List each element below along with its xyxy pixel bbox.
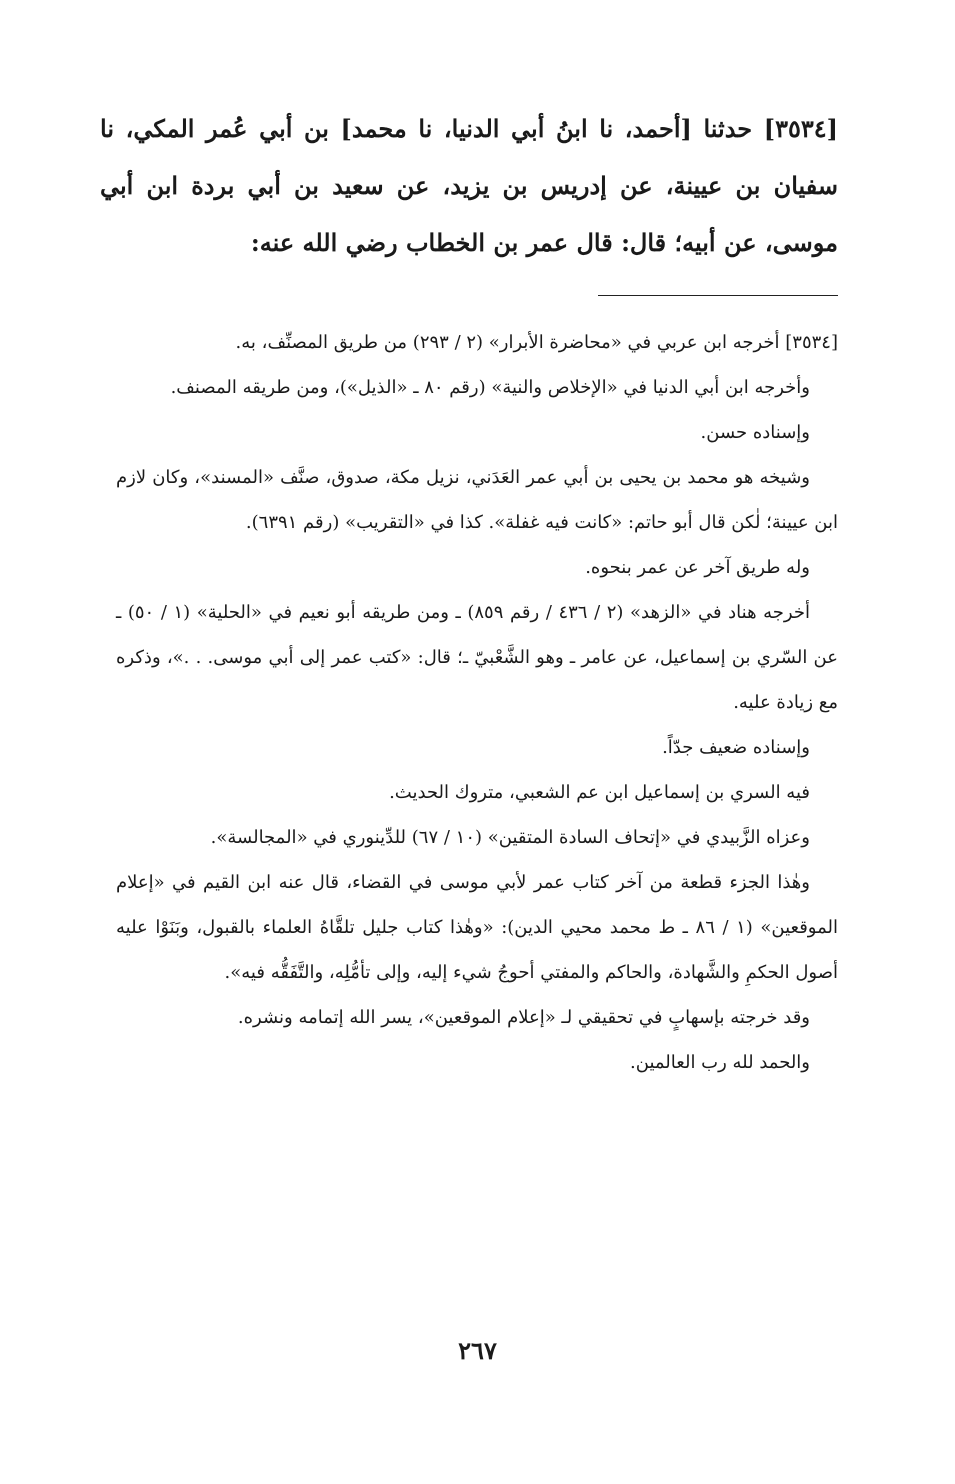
footnote-paragraph: وشيخه هو محمد بن يحيى بن أبي عمر العَدَني، نزيل مكة، صدوق، صنَّف «المسند»، وكان لازم ابن عيينة؛ لٰكن قال أبو حاتم: «كانت فيه غفلة». كذا في «التقريب» (رقم ٦٣٩١).	[116, 467, 838, 533]
footnote-separator	[598, 295, 838, 296]
main-text-block	[100, 100, 838, 271]
footnote-paragraph: فيه السري بن إسماعيل ابن عم الشعبي، متروك الحديث.	[389, 782, 810, 803]
footnote-paragraph: [٣٥٣٤] أخرجه ابن عربي في «محاضرة الأبرار» (٢ / ٢٩٣) من طريق المصنِّف، به.	[235, 332, 838, 353]
footnote-paragraph: وله طريق آخر عن عمر بنحوه.	[585, 557, 810, 578]
footnotes-block	[116, 320, 838, 1085]
footnote-paragraph: وأخرجه ابن أبي الدنيا في «الإخلاص والنية» (رقم ٨٠ ـ «الذيل»)، ومن طريقه المصنف.	[170, 377, 810, 398]
page-number: ٢٦٧	[458, 1336, 497, 1365]
footnote-paragraph: وإسناده ضعيف جدّاً.	[662, 737, 810, 758]
footnote-paragraph: والحمد لله رب العالمين.	[630, 1052, 810, 1073]
footnote-paragraph: وعزاه الزَّبيدي في «إتحاف السادة المتقين» (١٠ / ٦٧) للدِّينوري في «المجالسة».	[210, 827, 810, 848]
footnote-paragraph: وإسناده حسن.	[700, 422, 810, 443]
footnote-paragraph: أخرجه هناد في «الزهد» (٢ / ٤٣٦ / رقم ٨٥٩) ـ ومن طريقه أبو نعيم في «الحلية» (١ / ٥٠) ـ عن السّري بن إسماعيل، عن عامر ـ وهو الشَّعْبيّ ـ؛ قال: «كتب عمر إلى أبي موسى. . .»، وذكره مع زيادة عليه.	[116, 602, 838, 713]
hadith-text: [٣٥٣٤] حدثنا [أحمد، نا ابنُ أبي الدنيا، نا محمد] بن أبي عُمر المكي، نا سفيان بن عيينة، عن إدريس بن يزيد، عن سعيد بن أبي بردة ابن أبي موسى، عن أبيه؛ قال: قال عمر بن الخطاب رضي الله عنه:	[100, 114, 839, 257]
footnote-paragraph: وقد خرجته بإسهابٍ في تحقيقي لـ «إعلام الموقعين»، يسر الله إتمامه ونشره.	[237, 1007, 810, 1028]
footnote-paragraph: وهٰذا الجزء قطعة من آخر كتاب عمر لأبي موسى في القضاء، قال عنه ابن القيم في «إعلام الموقعين» (١ / ٨٦ ـ ط محمد محيي الدين): «وهٰذا كتاب جليل تلقَّاهُ العلماء بالقبول، وبَنَوْا عليه أصول الحكمِ والشَّهادة، والحاكم والمفتي أحوجُ شيء إليه، وإلى تأمُّلِه، والتَّفَقُّه فيه».	[116, 872, 838, 983]
